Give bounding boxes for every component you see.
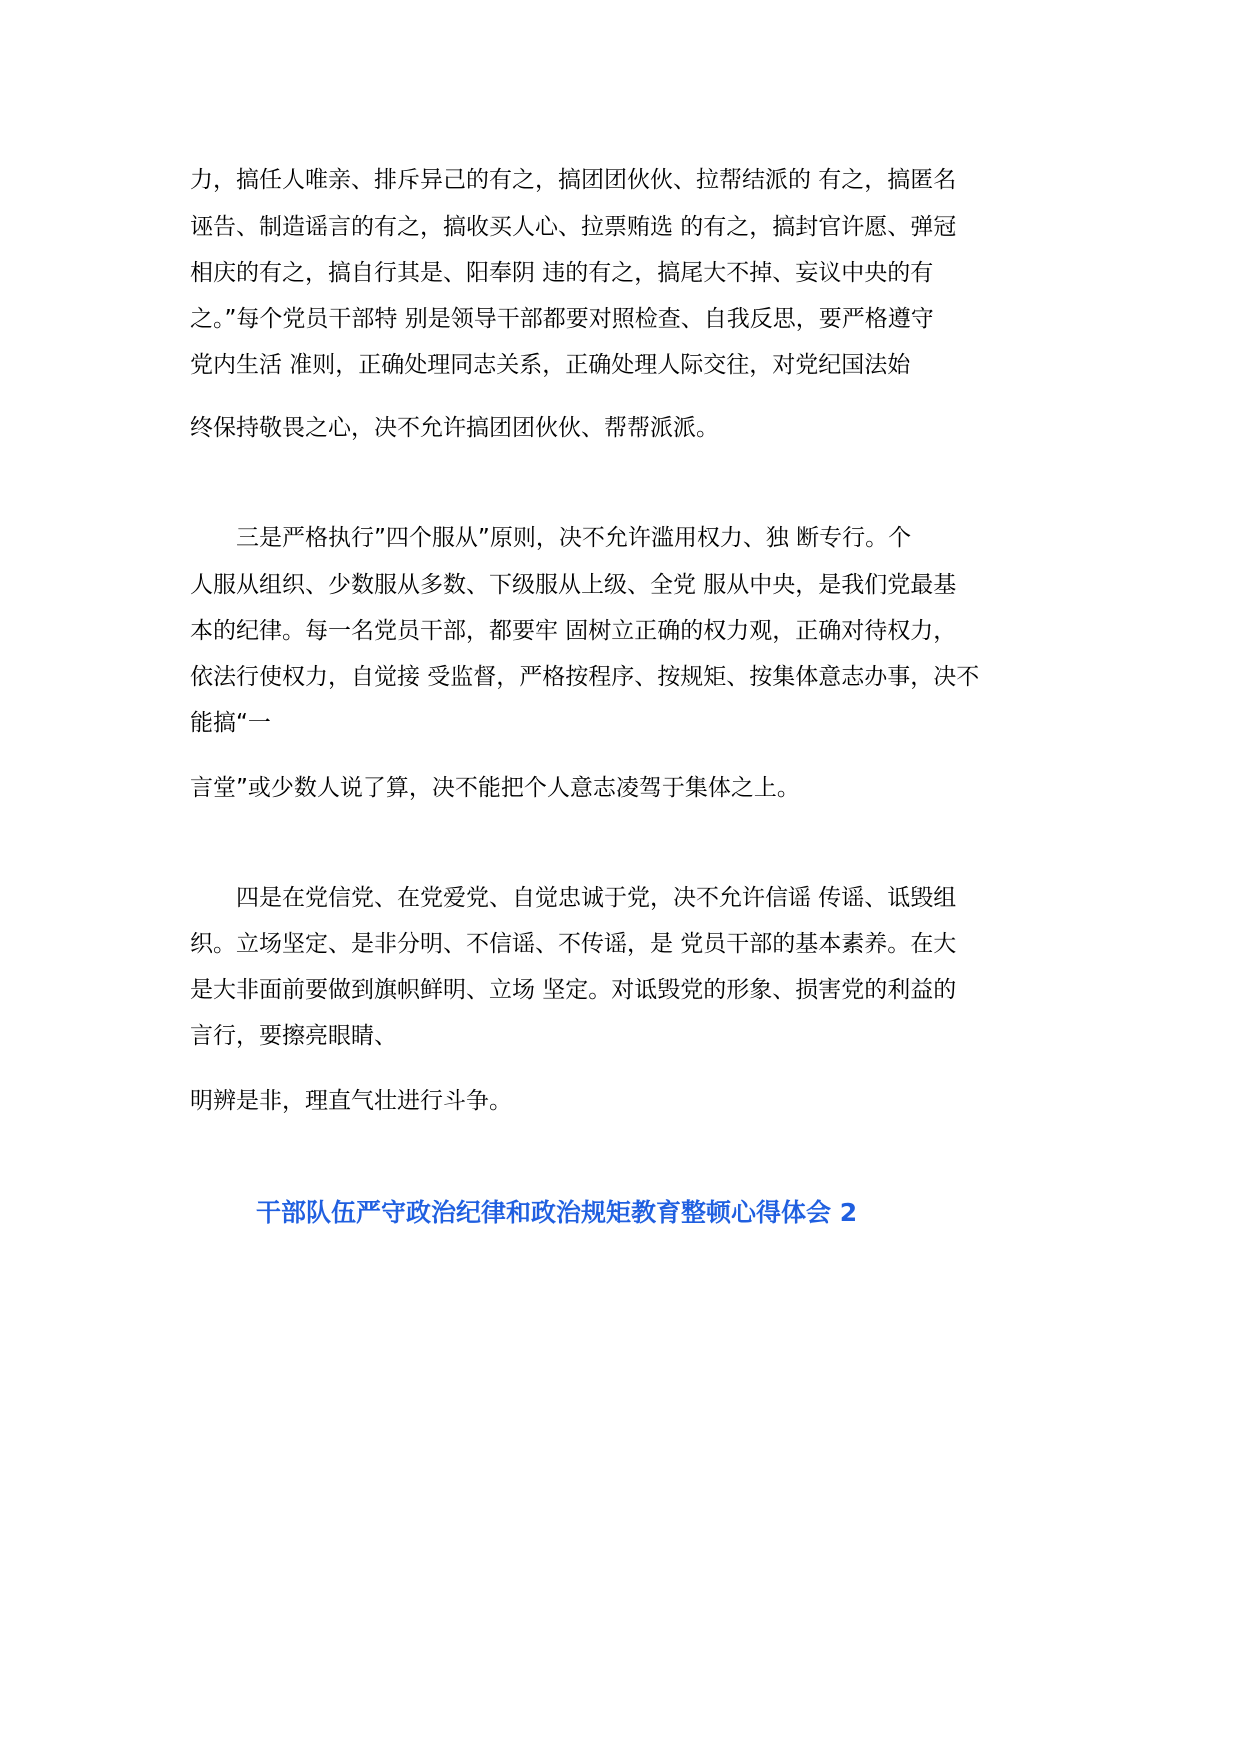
text-line: 相庆的有之，搞自行其是、阳奉阴 违的有之，搞尾大不掉、妄议中央的有 — [190, 260, 934, 286]
text-line: 明辨是非，理直气壮进行斗争。 — [190, 1088, 512, 1114]
text-line: 诬告、制造谣言的有之，搞收买人心、拉票贿选 的有之，搞封官许愿、弹冠 — [190, 214, 957, 240]
text-line: 三是严格执行”四个服从”原则，决不允许滥用权力、独 断专行。个 — [190, 525, 912, 551]
text-line: 之。”每个党员干部特 别是领导干部都要对照检查、自我反思，要严格遵守 — [190, 306, 934, 332]
text-line: 依法行使权力，自觉接 受监督，严格按程序、按规矩、按集体意志办事，决不 — [190, 664, 980, 690]
text-line: 织。立场坚定、是非分明、不信谣、不传谣，是 党员干部的基本素养。在大 — [190, 931, 957, 957]
text-line: 是大非面前要做到旗帜鲜明、立场 坚定。对诋毁党的形象、损害党的利益的 — [190, 977, 957, 1003]
text-line: 能搞“一 — [190, 710, 271, 736]
text-line: 四是在党信党、在党爱党、自觉忠诚于党，决不允许信谣 传谣、诋毁组 — [190, 885, 957, 911]
text-line: 人服从组织、少数服从多数、下级服从上级、全党 服从中央，是我们党最基 — [190, 572, 957, 598]
text-line: 力，搞任人唯亲、排斥异己的有之，搞团团伙伙、拉帮结派的 有之，搞匿名 — [190, 167, 957, 193]
text-line: 党内生活 准则，正确处理同志关系，正确处理人际交往，对党纪国法始 — [190, 352, 911, 378]
text-line: 本的纪律。每一名党员干部，都要牢 固树立正确的权力观，正确对待权力， — [190, 618, 957, 644]
text-line: 终保持敬畏之心，决不允许搞团团伙伙、帮帮派派。 — [190, 415, 719, 441]
section-heading: 干部队伍严守政治纪律和政治规矩教育整顿心得体会 2 — [256, 1198, 858, 1227]
text-line: 言行，要擦亮眼睛、 — [190, 1023, 397, 1049]
text-line: 言堂”或少数人说了算，决不能把个人意志凌驾于集体之上。 — [190, 775, 800, 801]
